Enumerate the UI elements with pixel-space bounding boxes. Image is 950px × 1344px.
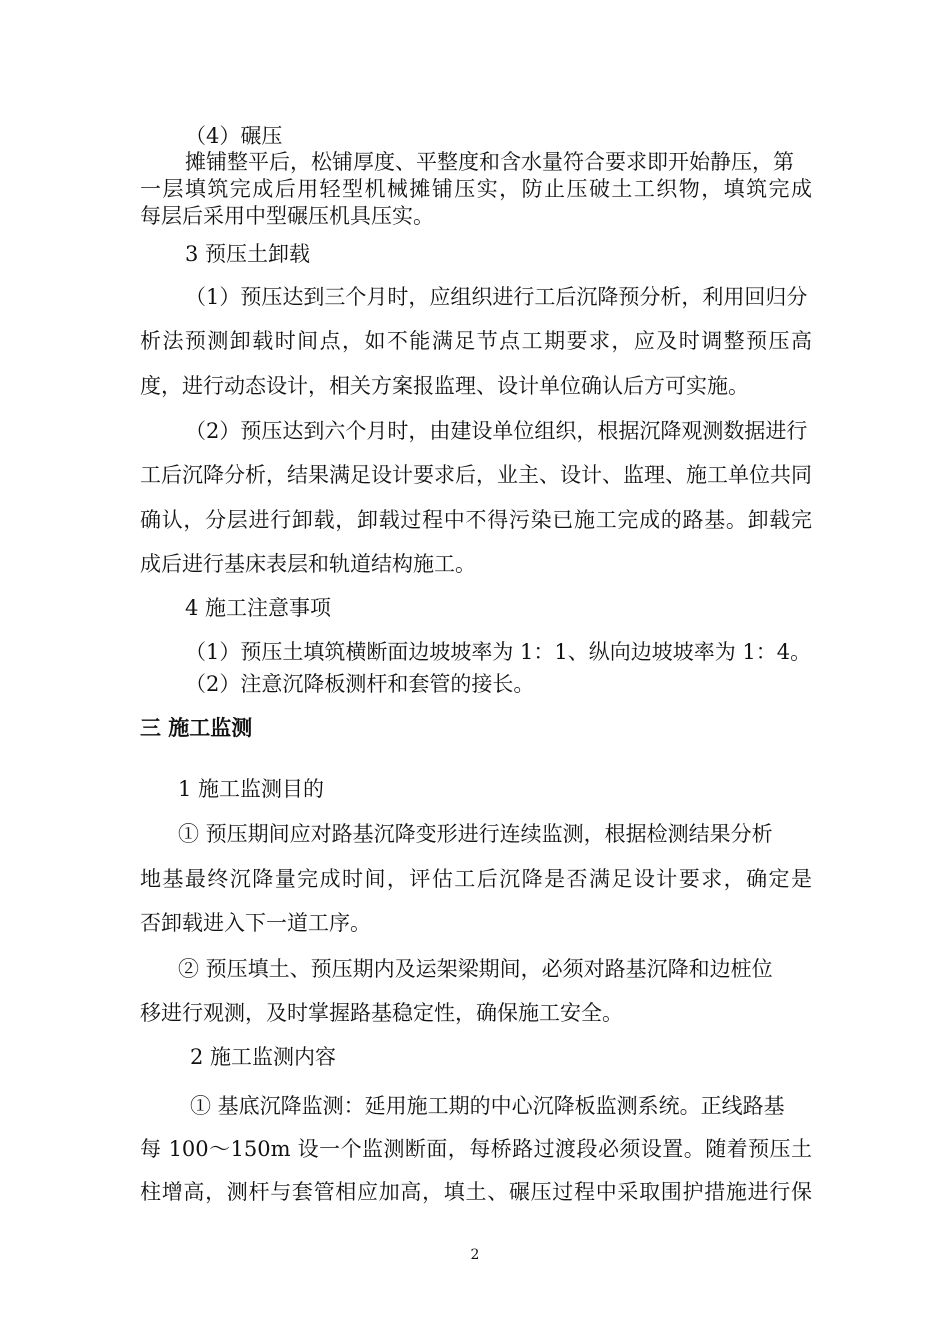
chapter-heading: 三 施工监测 [140, 716, 253, 740]
paragraph-line: 一层填筑完成后用轻型机械摊铺压实，防止压破土工织物，填筑完成 [140, 177, 812, 201]
paragraph-line: 柱增高，测杆与套管相应加高，填土、碾压过程中采取围护措施进行保 [140, 1180, 812, 1204]
paragraph-line: 地基最终沉降量完成时间，评估工后沉降是否满足设计要求，确定是 [140, 867, 812, 891]
paragraph-line: 否卸载进入下一道工序。 [140, 911, 371, 935]
paragraph-line: 工后沉降分析，结果满足设计要求后，业主、设计、监理、施工单位共同 [140, 463, 812, 487]
paragraph-line: 度，进行动态设计，相关方案报监理、设计单位确认后方可实施。 [140, 374, 749, 398]
subsection-heading: （4）碾压 [185, 124, 283, 148]
paragraph-line: ① 基底沉降监测：延用施工期的中心沉降板监测系统。正线路基 [190, 1094, 785, 1118]
list-item: （1）预压土填筑横断面边坡坡率为 1：1、纵向边坡坡率为 1：4。 [185, 640, 812, 664]
paragraph-line: 每层后采用中型碾压机具压实。 [140, 204, 434, 228]
list-item: （2）注意沉降板测杆和套管的接长。 [185, 672, 535, 696]
section-heading: 4 施工注意事项 [185, 596, 332, 620]
paragraph-line: 确认，分层进行卸载，卸载过程中不得污染已施工完成的路基。卸载完 [140, 508, 812, 532]
page-number: 2 [470, 1247, 480, 1263]
section-heading: 3 预压土卸载 [185, 242, 311, 266]
paragraph-line: ② 预压填土、预压期内及运架梁期间，必须对路基沉降和边桩位 [178, 957, 773, 981]
section-heading: 2 施工监测内容 [190, 1045, 337, 1069]
paragraph-line: 析法预测卸载时间点，如不能满足节点工期要求，应及时调整预压高 [140, 329, 812, 353]
section-heading: 1 施工监测目的 [178, 777, 325, 801]
paragraph-line: 移进行观测，及时掌握路基稳定性，确保施工安全。 [140, 1001, 623, 1025]
paragraph-line: 摊铺整平后，松铺厚度、平整度和含水量符合要求即开始静压，第 [185, 150, 794, 174]
paragraph-line: ① 预压期间应对路基沉降变形进行连续监测，根据检测结果分析 [178, 822, 773, 846]
paragraph-line: 成后进行基床表层和轨道结构施工。 [140, 552, 476, 576]
paragraph-line: 每 100～150m 设一个监测断面，每桥路过渡段必须设置。随着预压土 [140, 1137, 812, 1161]
paragraph-line: （2）预压达到六个月时，由建设单位组织，根据沉降观测数据进行 [185, 419, 808, 443]
paragraph-line: （1）预压达到三个月时，应组织进行工后沉降预分析，利用回归分 [185, 285, 808, 309]
